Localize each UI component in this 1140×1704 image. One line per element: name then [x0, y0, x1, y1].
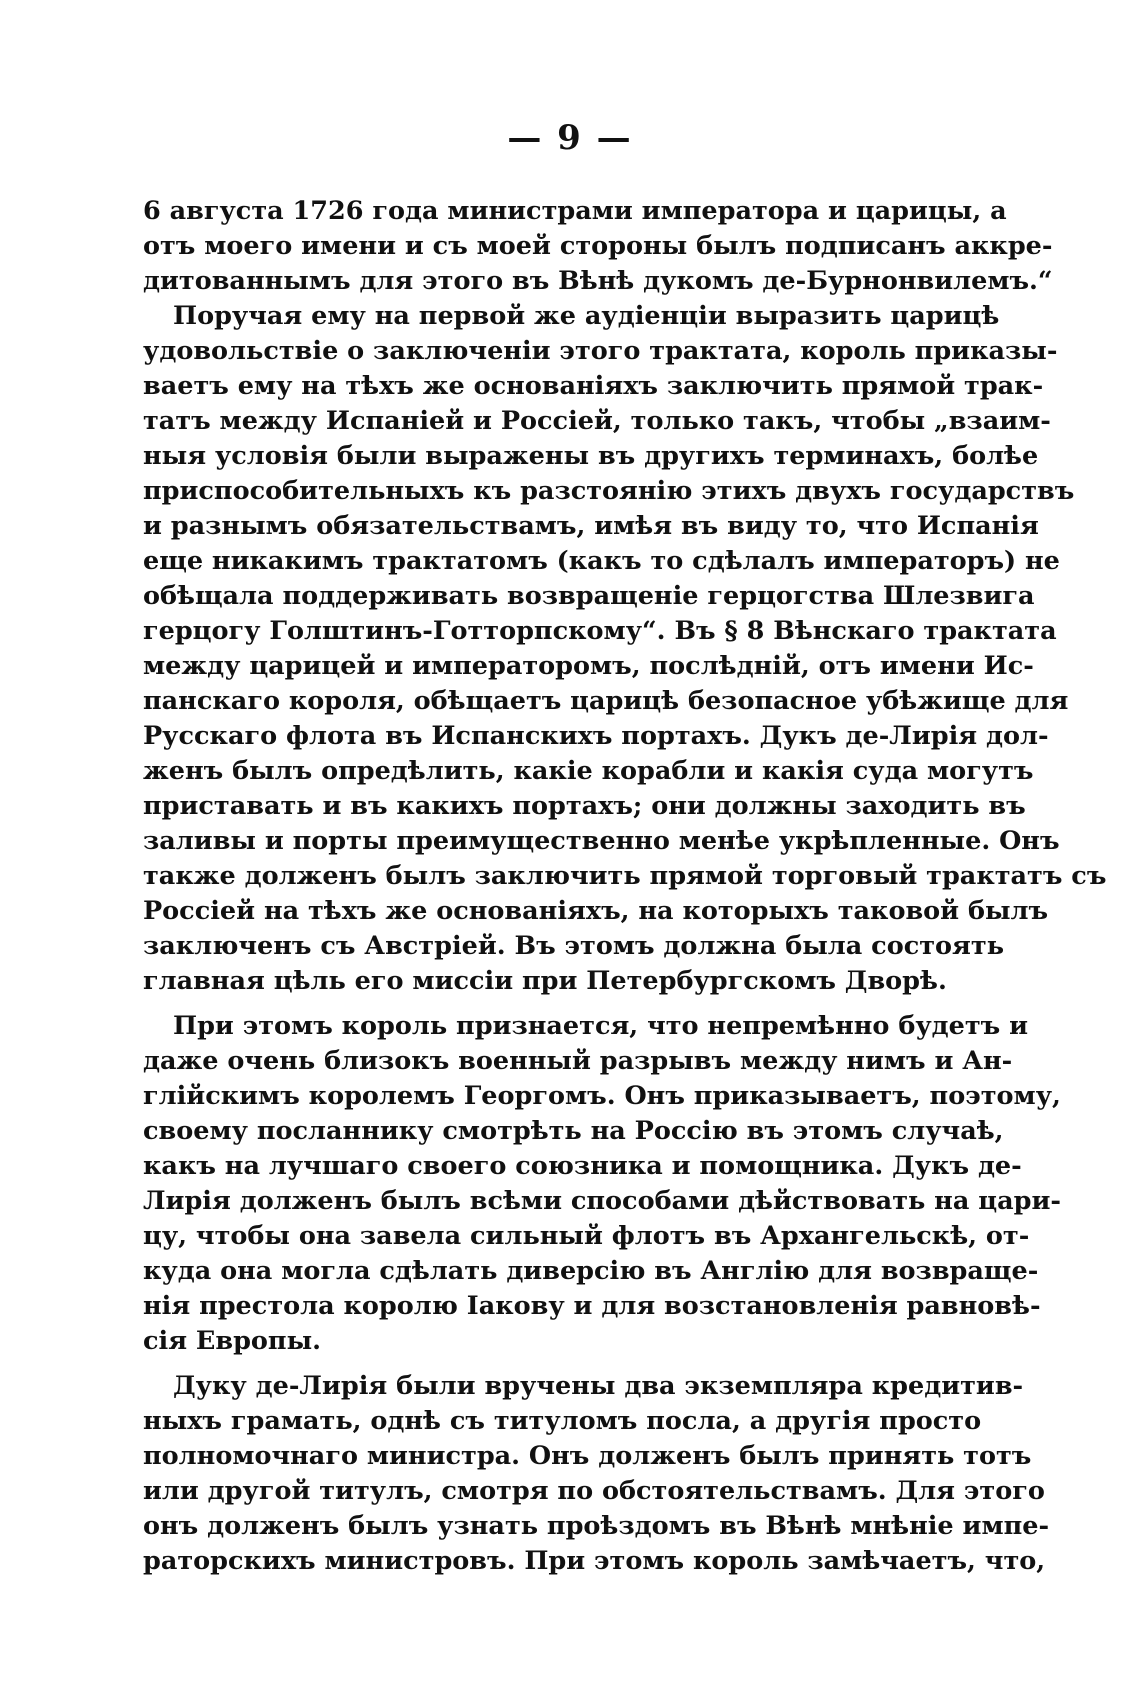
text-line: заключенъ съ Австріей. Въ этомъ должна была состоять [143, 931, 1004, 961]
text-line: нія престола королю Іакову и для возстановленія равновѣ- [143, 1291, 1041, 1321]
text-line: и разнымъ обязательствамъ, имѣя въ виду то, что Испанія [143, 511, 1039, 541]
text-line: ваетъ ему на тѣхъ же основаніяхъ заключить прямой трак- [143, 371, 1044, 401]
text-line: ныхъ грамать, однѣ съ титуломъ посла, а другія просто [143, 1406, 982, 1436]
text-line: Поручая ему на первой же аудіенціи выразить царицѣ [173, 301, 1000, 331]
text-line: еще никакимъ трактатомъ (какъ то сдѣлалъ императоръ) не [143, 546, 1060, 576]
text-line: обѣщала поддерживать возвращеніе герцогства Шлезвига [143, 581, 1035, 611]
paragraph [143, 194, 1053, 299]
text-line: заливы и порты преимущественно менѣе укрѣпленные. Онъ [143, 826, 1060, 856]
text-line: куда она могла сдѣлать диверсію въ Англію для возвраще- [143, 1256, 1039, 1286]
text-line: панскаго короля, обѣщаетъ царицѣ безопасное убѣжище для [143, 686, 1069, 716]
paragraph-gap [143, 999, 973, 1009]
page-number: — 9 — [507, 118, 633, 158]
text-line: приспособительныхъ къ разстоянію этихъ двухъ государствъ [143, 476, 1075, 506]
text-line: полномочнаго министра. Онъ долженъ былъ принять тотъ [143, 1441, 1032, 1471]
paragraph [143, 1009, 1061, 1359]
text-line: женъ былъ опредѣлить, какіе корабли и какія суда могутъ [143, 756, 1034, 786]
text-line: удовольствіе о заключеніи этого трактата, король приказы- [143, 336, 1058, 366]
paragraph [143, 1369, 1050, 1579]
text-line: онъ долженъ былъ узнать проѣздомъ въ Вѣнѣ мнѣніе импе- [143, 1511, 1050, 1541]
text-line: раторскихъ министровъ. При этомъ король замѣчаетъ, что, [143, 1546, 1046, 1576]
text-line: главная цѣль его миссіи при Петербургскомъ Дворѣ. [143, 966, 947, 996]
text-line: между царицей и императоромъ, послѣдній, отъ имени Ис- [143, 651, 1034, 681]
text-line: глійскимъ королемъ Георгомъ. Онъ приказываетъ, поэтому, [143, 1081, 1061, 1111]
text-line: сія Европы. [143, 1326, 322, 1356]
text-line: ныя условія были выражены въ другихъ терминахъ, болѣе [143, 441, 1039, 471]
text-line: какъ на лучшаго своего союзника и помощника. Дукъ де- [143, 1151, 1022, 1181]
text-line: герцогу Голштинъ-Готторпскому“. Въ § 8 Вѣнскаго трактата [143, 616, 1057, 646]
text-line: Россіей на тѣхъ же основаніяхъ, на которыхъ таковой былъ [143, 896, 1049, 926]
text-line: Русскаго флота въ Испанскихъ портахъ. Дукъ де-Лирія дол- [143, 721, 1049, 751]
text-line: дитованнымъ для этого въ Вѣнѣ дукомъ де-Бурнонвилемъ.“ [143, 266, 1053, 296]
text-line: приставать и въ какихъ портахъ; они должны заходить въ [143, 791, 1026, 821]
text-line: или другой титулъ, смотря по обстоятельствамъ. Для этого [143, 1476, 1045, 1506]
text-line: При этомъ король признается, что непремѣнно будетъ и [173, 1011, 1029, 1041]
paragraph-gap [143, 1359, 973, 1369]
text-line: татъ между Испаніей и Россіей, только такъ, чтобы „взаим- [143, 406, 1051, 436]
text-line: цу, чтобы она завела сильный флотъ въ Архангельскѣ, от- [143, 1221, 1030, 1251]
paragraph [143, 299, 1107, 999]
text-line: отъ моего имени и съ моей стороны былъ подписанъ аккре- [143, 231, 1053, 261]
text-line: также долженъ былъ заключить прямой торговый трактатъ съ [143, 861, 1107, 891]
text-line: Дуку де-Лирія были вручены два экземпляра кредитив- [173, 1371, 1024, 1401]
text-line: Лирія долженъ былъ всѣми способами дѣйствовать на цари- [143, 1186, 1061, 1216]
body-text [143, 194, 1107, 1579]
text-line: своему посланнику смотрѣть на Россію въ этомъ случаѣ, [143, 1116, 1004, 1146]
text-line: даже очень близокъ военный разрывъ между нимъ и Ан- [143, 1046, 1013, 1076]
text-line: 6 августа 1726 года министрами императора и царицы, а [143, 196, 1007, 226]
